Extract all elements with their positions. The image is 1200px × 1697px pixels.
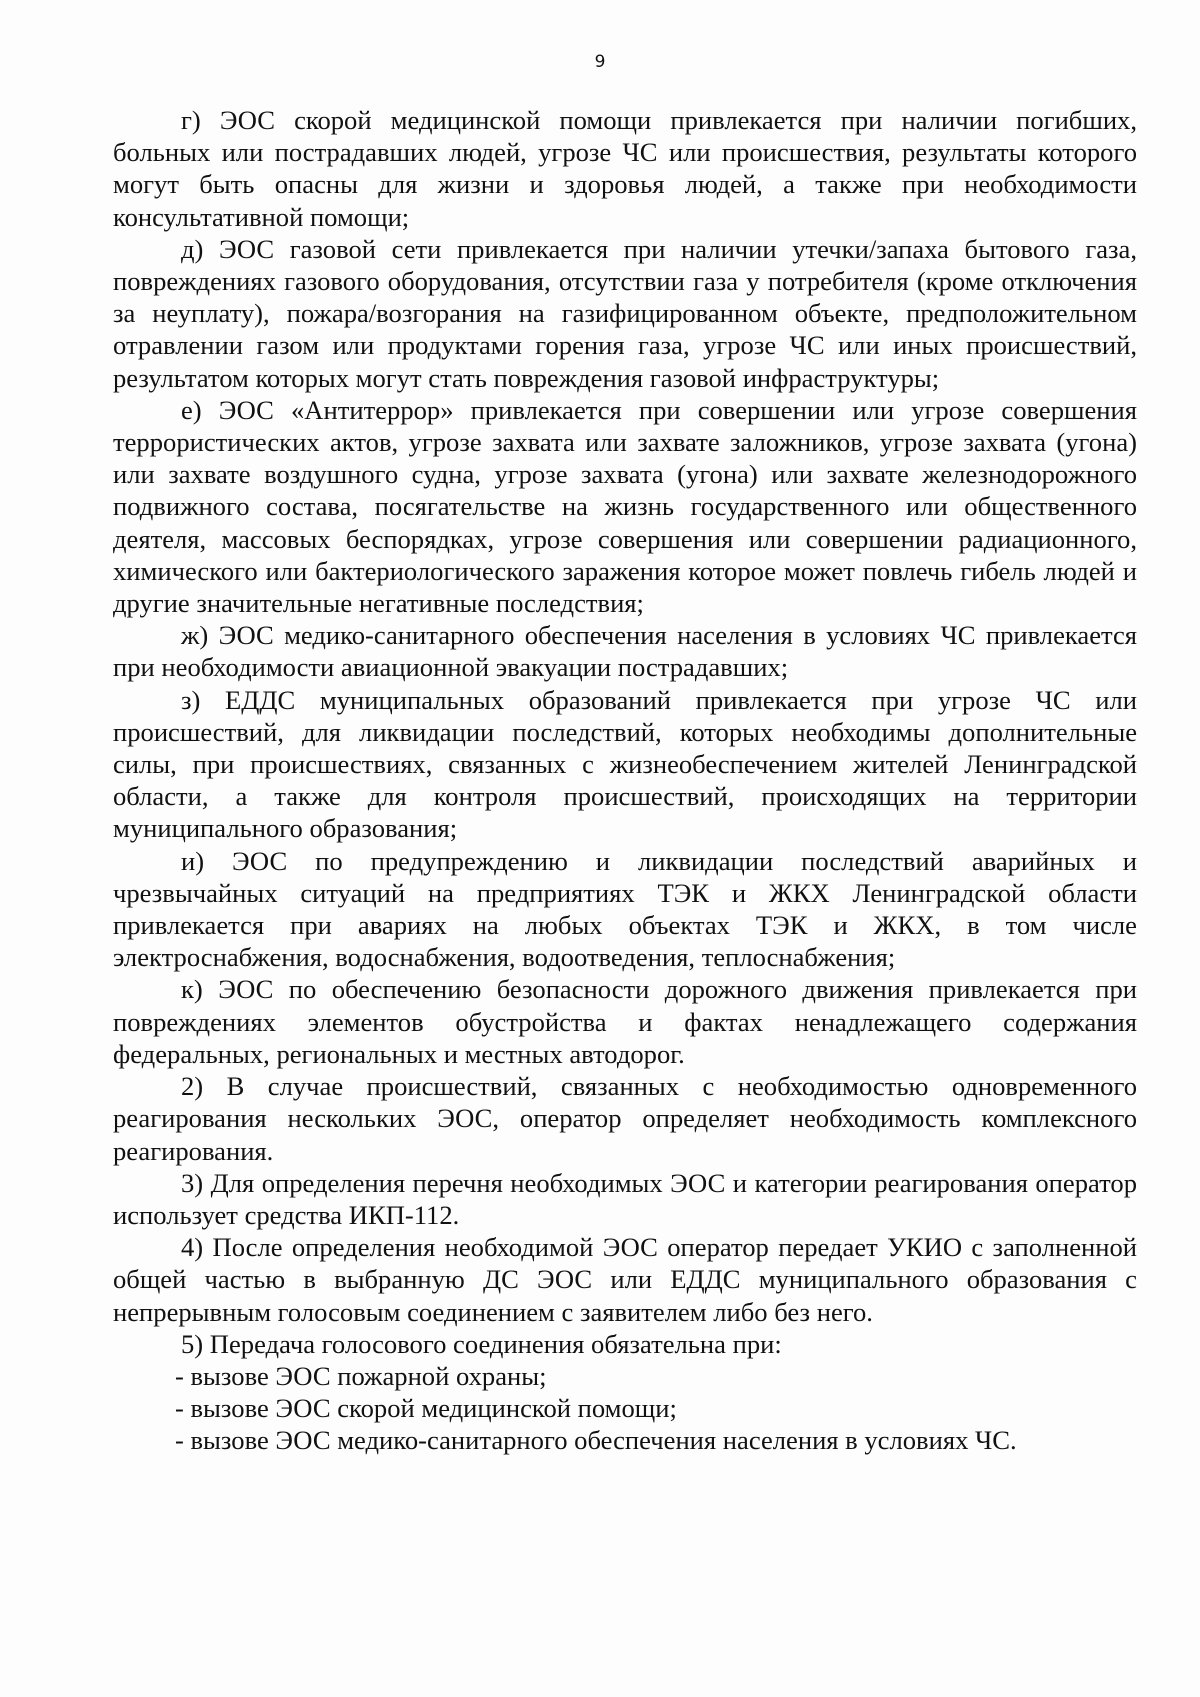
paragraph-4: 4) После определения необходимой ЭОС оператор передает УКИО с заполненной общей частью в выбранную ДС ЭОС или ЕДДС муниципального образования с непрерывным голосовым соединением с заявителем либо без него. (113, 1232, 1137, 1327)
paragraph-2: 2) В случае происшествий, связанных с необходимостью одновременного реагирования нескольких ЭОС, оператор определяет необходимость комплексного реагирования. (113, 1071, 1137, 1166)
paragraph-e: е) ЭОС «Антитеррор» привлекается при совершении или угрозе совершения террористических актов, угрозе захвата или захвате заложников, угрозе захвата (угона) или захвате воздушного судна, угрозе захвата (угона) или захвате железнодорожного подвижного состава, посягательстве на жизнь государственного или общественного деятеля, массовых беспорядках, угрозе совершения или совершении радиационного, химического или бактериологического заражения которое может повлечь гибель людей и другие значительные негативные последствия; (113, 394, 1137, 619)
list-item: - вызове ЭОС пожарной охраны; (175, 1360, 547, 1391)
paragraph-i: и) ЭОС по предупреждению и ликвидации последствий аварийных и чрезвычайных ситуаций на предприятиях ТЭК и ЖКХ Ленинградской области привлекается при авариях на любых объектах ТЭК и ЖКХ, в том числе электроснабжения, водоснабжения, водоотведения, теплоснабжения; (113, 845, 1137, 973)
paragraph-3: 3) Для определения перечня необходимых ЭОС и категории реагирования оператор использует средства ИКП-112. (113, 1167, 1137, 1230)
paragraph-g: г) ЭОС скорой медицинской помощи привлекается при наличии погибших, больных или пострадавших людей, угрозе ЧС или происшествия, результаты которого могут быть опасны для жизни и здоровья людей, а также при необходимости консультативной помощи; (113, 105, 1137, 232)
page-number: 9 (594, 52, 606, 72)
document-body (113, 104, 1137, 1457)
paragraph-d: д) ЭОС газовой сети привлекается при наличии утечки/запаха бытового газа, повреждениях газового оборудования, отсутствии газа у потребителя (кроме отключения за неуплату), пожара/возгорания на газифицированном объекте, предположительном отравлении газом или продуктами горения газа, угрозе ЧС или иных происшествий, результатом которых могут стать повреждения газовой инфраструктуры; (113, 233, 1137, 393)
paragraph-5: 5) Передача голосового соединения обязательна при: (181, 1328, 782, 1359)
list-item: - вызове ЭОС медико-санитарного обеспечения населения в условиях ЧС. (175, 1425, 1017, 1456)
paragraph-zh: ж) ЭОС медико-санитарного обеспечения населения в условиях ЧС привлекается при необходимости авиационной эвакуации пострадавших; (113, 620, 1137, 683)
paragraph-k: к) ЭОС по обеспечению безопасности дорожного движения привлекается при повреждениях элементов обустройства и фактах ненадлежащего содержания федеральных, региональных и местных автодорог. (113, 974, 1137, 1069)
paragraph-z: з) ЕДДС муниципальных образований привлекается при угрозе ЧС или происшествий, для ликвидации последствий, которых необходимы дополнительные силы, при происшествиях, связанных с жизнеобеспечением жителей Ленинградской области, а также для контроля происшествий, происходящих на территории муниципального образования; (113, 684, 1137, 844)
list-item: - вызове ЭОС скорой медицинской помощи; (175, 1393, 677, 1424)
